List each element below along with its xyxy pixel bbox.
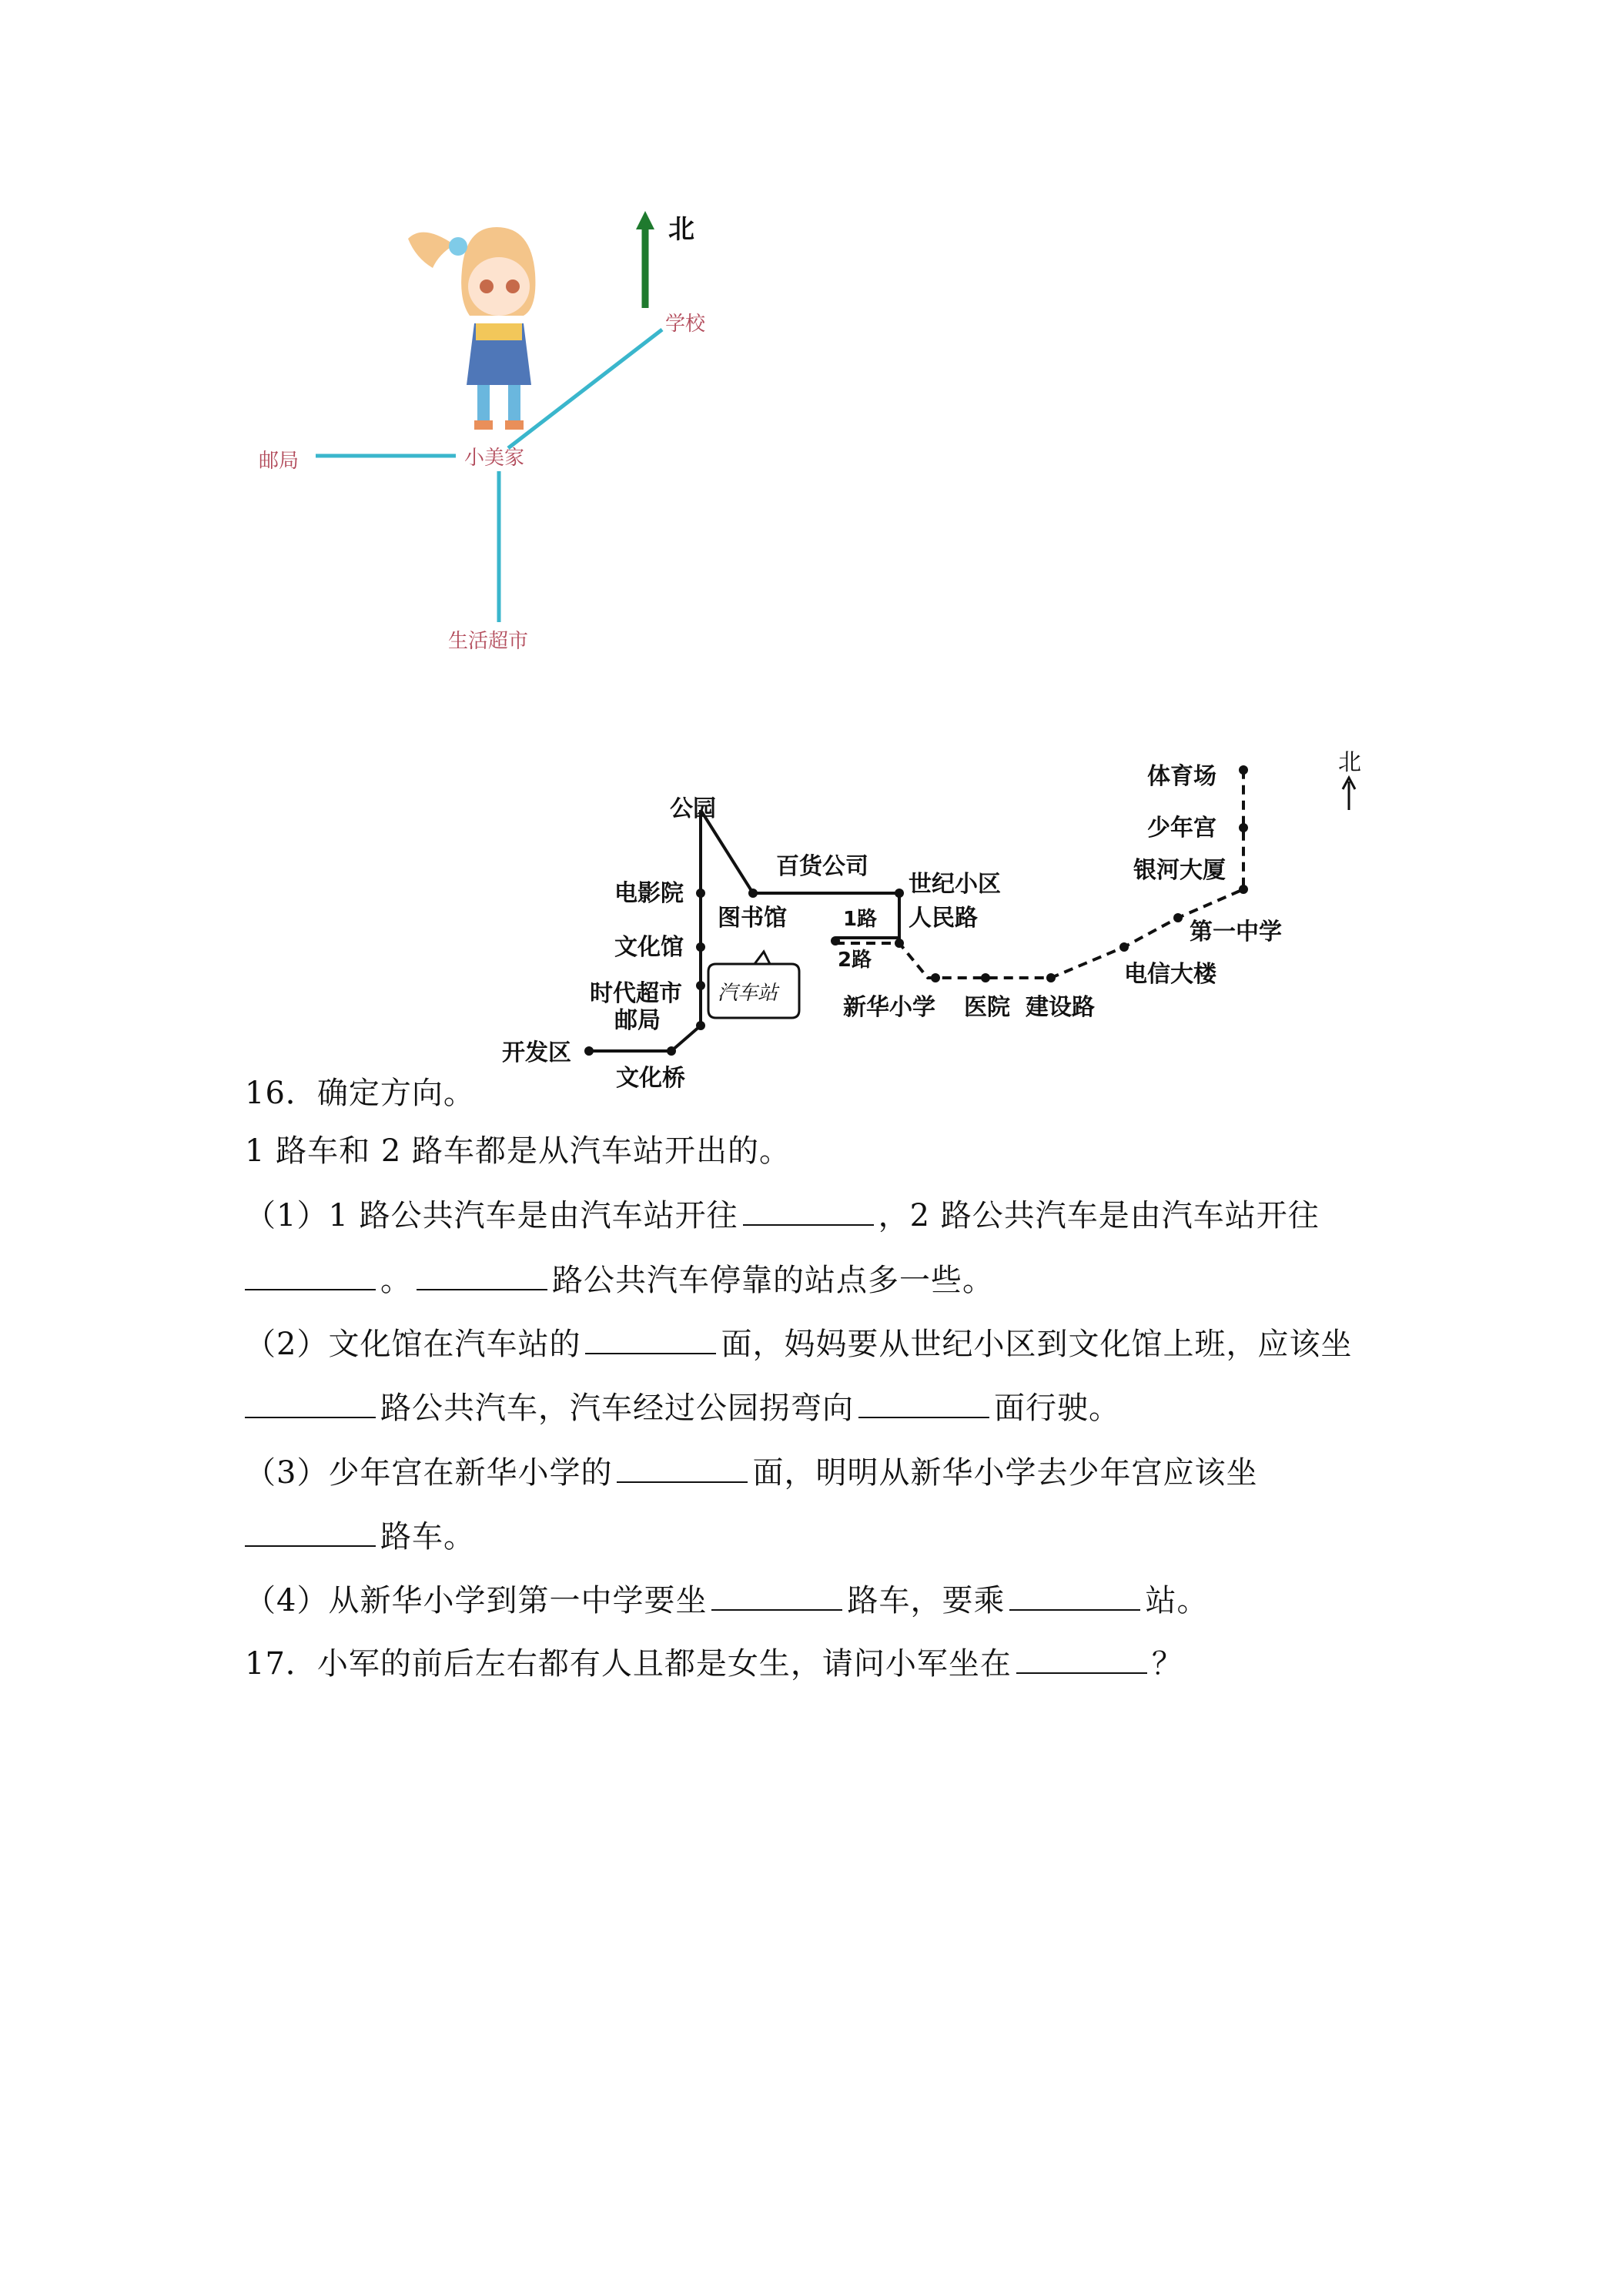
q16-part2-line2	[245, 1392, 1120, 1424]
q16-p2b: 面，妈妈要从世纪小区到文化馆上班，应该坐	[721, 1327, 1353, 1362]
answer-blank[interactable]	[245, 1521, 376, 1547]
q16-p1d: 路公共汽车停靠的站点多一些。	[552, 1263, 994, 1298]
q16-p2d: 面行驶。	[994, 1391, 1120, 1426]
post-office-label: 邮局	[259, 450, 300, 473]
q17	[245, 1646, 1183, 1682]
north-label: 北	[668, 214, 694, 245]
bus-station-label: 汽车站	[718, 982, 778, 1005]
answer-blank[interactable]	[858, 1392, 989, 1418]
first-middle-label: 第一中学	[1190, 919, 1282, 946]
q16-p3c: 路车。	[380, 1519, 475, 1555]
road-to-school	[508, 330, 662, 448]
answer-blank[interactable]	[1016, 1648, 1147, 1674]
dev-zone-label: 开发区	[502, 1039, 571, 1066]
park-label: 公园	[670, 795, 716, 822]
q16-intro: 1 路车和 2 路车都是从汽车站开出的。	[245, 1133, 791, 1169]
answer-blank[interactable]	[711, 1585, 842, 1611]
q16-p1a: （1）1 路公共汽车是由汽车站开往	[245, 1198, 738, 1233]
answer-blank[interactable]	[245, 1264, 376, 1290]
north-arrow-icon	[1343, 778, 1355, 810]
library-label: 图书馆	[718, 905, 787, 932]
north-label: 北	[1338, 749, 1361, 776]
times-market-label: 时代超市	[590, 980, 682, 1007]
north-arrow-icon	[636, 211, 654, 308]
q16-p1c: 。	[380, 1263, 412, 1298]
home-direction-map	[231, 200, 770, 678]
culture-bridge-label: 文化桥	[616, 1065, 685, 1092]
xinhua-label: 新华小学	[843, 994, 935, 1021]
q16-p2c: 路公共汽车，汽车经过公园拐弯向	[380, 1391, 854, 1426]
q16-p4a: （4）从新华小学到第一中学要坐	[245, 1583, 708, 1618]
answer-blank[interactable]	[1009, 1585, 1140, 1611]
q16-part4	[245, 1585, 1208, 1616]
q16-p2a: （2）文化馆在汽车站的	[245, 1327, 581, 1362]
q16-p4c: 站。	[1145, 1583, 1209, 1618]
q16-p1b: ，2 路公共汽车是由汽车站开往	[878, 1198, 1320, 1233]
bus-route-map	[493, 724, 1401, 1109]
route2-label: 2路	[838, 949, 872, 972]
stadium-label: 体育场	[1147, 763, 1216, 790]
culture-hall-label: 文化馆	[614, 934, 684, 961]
q17-b: ？	[1151, 1646, 1183, 1682]
century-label: 世纪小区	[909, 871, 1001, 898]
q16-p3a: （3）少年宫在新华小学的	[245, 1455, 613, 1491]
jianshe-label: 建设路	[1026, 994, 1095, 1021]
home-label: 小美家	[464, 447, 525, 470]
people-road-label: 人民路	[909, 905, 978, 932]
dept-store-label: 百货公司	[776, 853, 868, 880]
telecom-label: 电信大楼	[1124, 961, 1216, 988]
q17-a: 17．小军的前后左右都有人且都是女生，请问小军坐在	[245, 1646, 1012, 1682]
answer-blank[interactable]	[585, 1328, 716, 1354]
answer-blank[interactable]	[743, 1200, 874, 1226]
hospital-label: 医院	[964, 994, 1010, 1021]
answer-blank[interactable]	[245, 1392, 376, 1418]
q16-part3-line1	[245, 1455, 1258, 1491]
q16-p3b: 面，明明从新华小学去少年宫应该坐	[752, 1455, 1258, 1491]
youth-palace-label: 少年宫	[1147, 815, 1216, 842]
post-label: 邮局	[614, 1007, 661, 1034]
answer-blank[interactable]	[417, 1264, 547, 1290]
route1-label: 1路	[843, 908, 878, 931]
q16-part3-line2	[245, 1519, 475, 1555]
q16-part1-line2	[245, 1264, 994, 1296]
girl-illustration	[408, 227, 535, 430]
q16-part2-line1	[245, 1328, 1352, 1360]
cinema-label: 电影院	[614, 880, 684, 907]
yinhe-label: 银河大厦	[1133, 857, 1226, 884]
q16-part1-line1	[245, 1200, 1320, 1231]
school-label: 学校	[665, 313, 706, 336]
q16-title: 16．确定方向。	[245, 1076, 475, 1111]
answer-blank[interactable]	[617, 1457, 748, 1483]
q16-p4b: 路车，要乘	[847, 1583, 1006, 1618]
supermarket-label: 生活超市	[448, 630, 529, 653]
